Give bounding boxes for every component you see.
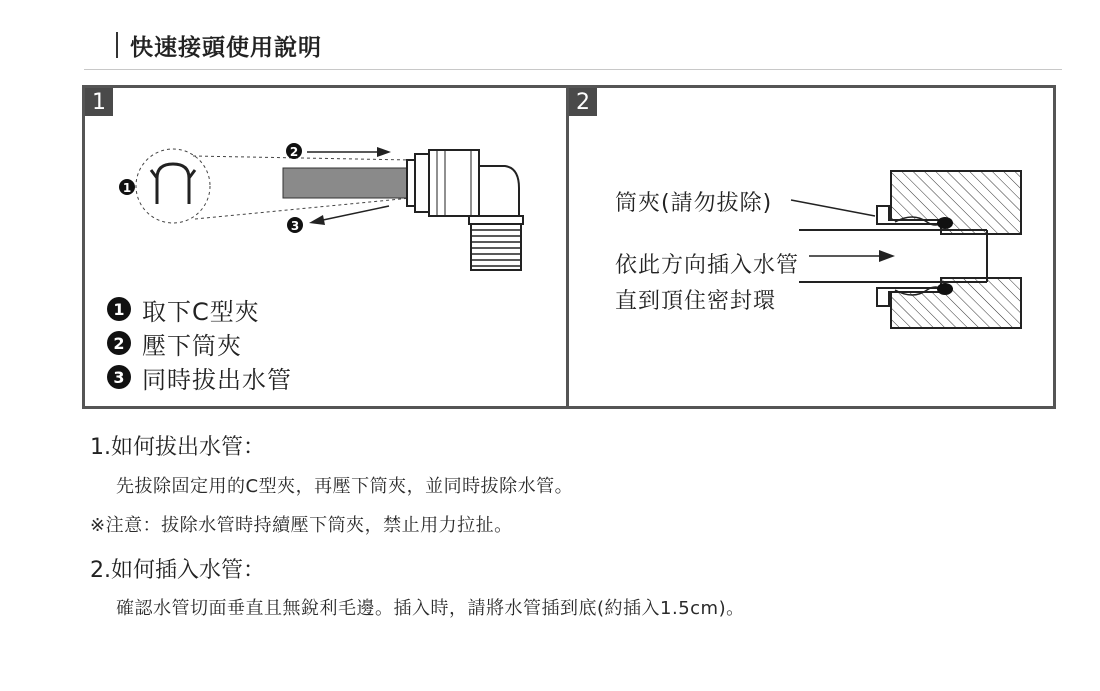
svg-text:1: 1 — [122, 181, 132, 195]
page-title-text: 快速接頭使用說明 — [130, 34, 322, 61]
section-1-heading: 1.如何拔出水管： — [90, 435, 265, 460]
insert-direction-label: 依此方向插入水管 — [615, 253, 800, 278]
section-1-body: 先拔除固定用的C型夾，再壓下筒夾，並同時拔除水管。 — [116, 476, 574, 497]
section-1-note: ※注意：拔除水管時持續壓下筒夾，禁止用力拉扯。 — [90, 515, 513, 536]
step-number-3: 3 — [107, 365, 131, 389]
insert-tube-cross-section — [569, 88, 1053, 406]
panel-2-badge: 2 — [569, 88, 597, 116]
step-pull-tube — [107, 360, 292, 394]
title-divider — [84, 69, 1062, 70]
step-remove-c-clip — [107, 292, 292, 326]
page-title — [116, 30, 322, 60]
title-accent-bar — [116, 32, 118, 58]
step-number-2: 2 — [107, 331, 131, 355]
panel-1-badge: 1 — [85, 88, 113, 116]
section-2-heading: 2.如何插入水管： — [90, 558, 265, 583]
seal-ring-label: 直到頂住密封環 — [615, 289, 777, 314]
step-label: 壓下筒夾 — [142, 331, 242, 360]
remove-steps-list — [107, 292, 292, 394]
collet-label: 筒夾(請勿拔除) — [615, 191, 773, 216]
remove-tube-illustration — [85, 88, 569, 288]
section-2-body: 確認水管切面垂直且無銳利毛邊。插入時，請將水管插到底(約插入1.5cm)。 — [116, 598, 745, 619]
svg-text:3: 3 — [290, 219, 300, 233]
svg-text:2: 2 — [289, 145, 299, 159]
step-label: 同時拔出水管 — [142, 365, 292, 394]
step-press-collet — [107, 326, 292, 360]
panel-remove-tube — [82, 85, 571, 409]
step-number-1: 1 — [107, 297, 131, 321]
panel-insert-tube — [566, 85, 1056, 409]
step-label: 取下C型夾 — [142, 297, 260, 326]
